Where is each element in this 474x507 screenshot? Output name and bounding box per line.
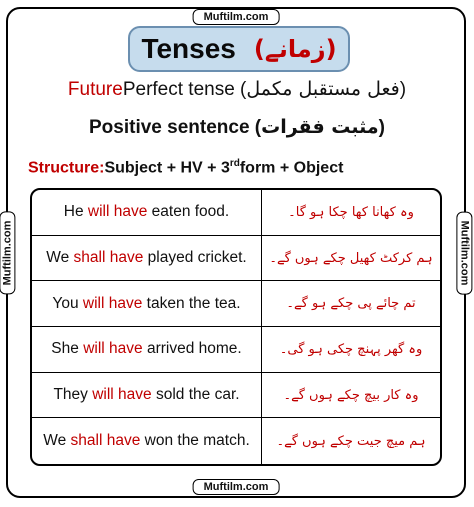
- subject: We: [46, 249, 70, 267]
- table-row: [32, 281, 440, 327]
- title-box: [128, 26, 350, 72]
- structure-sup: rd: [229, 158, 240, 169]
- structure-label: Structure:: [28, 159, 105, 177]
- helping-verb: shall have: [73, 249, 144, 267]
- subtitle-future: Future: [67, 79, 123, 100]
- watermark-top: Muftilm.com: [193, 9, 280, 25]
- sentence-table: [30, 188, 442, 466]
- table-row: [32, 236, 440, 282]
- subject: They: [53, 386, 88, 404]
- watermark-right: Muftilm.com: [457, 211, 473, 294]
- subtitle-urdu: فعل مستقبل مکمل: [246, 78, 400, 100]
- urdu-cell: تم چائے پی چکے ہو گے۔: [286, 296, 416, 312]
- title-english: Tenses: [141, 33, 236, 64]
- heading-close: ): [378, 117, 385, 138]
- heading-english: Positive sentence (: [89, 117, 262, 138]
- subtitle-text: Perfect tense (: [122, 79, 247, 100]
- rest: taken the tea.: [146, 294, 241, 312]
- helping-verb: shall have: [70, 432, 141, 450]
- structure-part1: Subject + HV + 3: [104, 159, 230, 177]
- section-heading: [0, 116, 474, 139]
- rest: sold the car.: [155, 386, 240, 404]
- structure-part2: form + Object: [239, 159, 344, 177]
- subject: We: [43, 432, 67, 450]
- helping-verb: will have: [83, 340, 143, 358]
- subtitle-close: ): [399, 79, 407, 100]
- heading-urdu: مثبت فقرات: [261, 116, 379, 138]
- english-cell: [32, 190, 262, 235]
- subject: She: [51, 340, 79, 358]
- urdu-cell: ہم کرکٹ کھیل چکے ہوں گے۔: [269, 250, 433, 266]
- english-cell: [32, 236, 262, 281]
- english-cell: [32, 327, 262, 372]
- structure-line: [28, 158, 343, 177]
- urdu-cell: وہ کار بیچ چکے ہوں گے۔: [283, 387, 419, 403]
- rest: arrived home.: [146, 340, 242, 358]
- helping-verb: will have: [82, 294, 143, 312]
- rest: won the match.: [144, 432, 250, 450]
- urdu-cell: ہم میچ جیت چکے ہوں گے۔: [276, 433, 426, 449]
- subtitle: [0, 78, 474, 101]
- table-row: [32, 327, 440, 373]
- english-cell: [32, 373, 262, 418]
- title-urdu: (زمانے): [253, 35, 337, 63]
- rest: played cricket.: [147, 249, 247, 267]
- subject: He: [63, 203, 84, 221]
- helping-verb: will have: [92, 386, 152, 404]
- urdu-cell: وہ کھانا کھا چکا ہو گا۔: [288, 204, 414, 220]
- table-row: [32, 418, 440, 464]
- rest: eaten food.: [151, 203, 230, 221]
- table-row: [32, 373, 440, 419]
- subject: You: [52, 294, 79, 312]
- english-cell: [32, 418, 262, 464]
- helping-verb: will have: [87, 203, 148, 221]
- urdu-cell: وہ گھر پہنچ چکی ہو گی۔: [279, 341, 423, 357]
- english-cell: [32, 281, 262, 326]
- watermark-left: Muftilm.com: [0, 211, 15, 294]
- watermark-bottom: Muftilm.com: [193, 479, 280, 495]
- table-row: [32, 190, 440, 236]
